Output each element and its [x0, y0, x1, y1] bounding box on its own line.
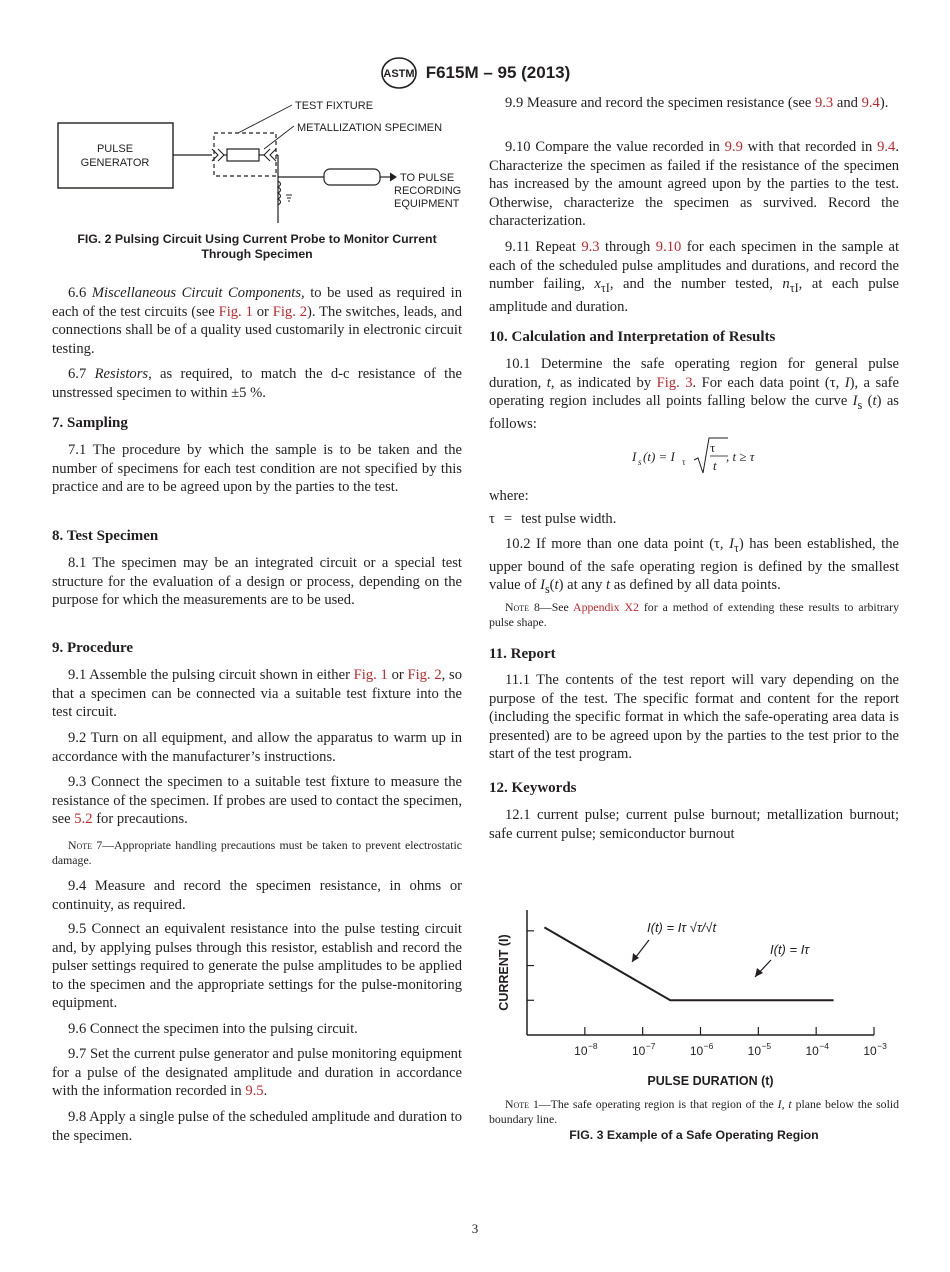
- to-pulse-label-1: TO PULSE: [400, 172, 455, 184]
- section-9-9-link[interactable]: 9.9: [724, 139, 743, 155]
- pulse-generator-label-2: GENERATOR: [80, 157, 150, 169]
- section-9-9: 9.9 Measure and record the specimen resistance (see 9.3 and 9.4).: [505, 95, 889, 111]
- section-9-5: 9.5 Connect an equivalent resistance into the pulse testing circuit and, by applying pulses through this resistor, establish and record the pulser settings required to generate the pulse amplitudes to be applied to the specimen and the appropriate settings for the pulse-monitoring equipment.: [52, 921, 462, 1012]
- to-pulse-label-2: RECORDING: [394, 185, 462, 197]
- note-7: Note 7—Appropriate handling precautions must be taken to prevent electrostatic damage.: [52, 838, 462, 867]
- section-9-11: 9.11 Repeat 9.3 through 9.10 for each specimen in the sample at each of the scheduled pulse amplitudes and durations, and record the number failing, $x_{\tau I}$, and the number tested, $n_{\tau I}$, at each pulse amplitude and duration.: [489, 239, 899, 315]
- test-fixture-label: TEST FIXTURE: [295, 100, 374, 112]
- fig3-link[interactable]: Fig. 3: [656, 374, 693, 391]
- section-12-1: 12.1 current pulse; current pulse burnout; metallization burnout; safe current pulse; semiconductor burnout: [489, 807, 899, 842]
- coax-cable: [324, 169, 380, 185]
- metallization-label: METALLIZATION SPECIMEN: [297, 122, 443, 134]
- x-tick-label: 10: [631, 1044, 646, 1058]
- heading-10-calculation: 10. Calculation and Interpretation of Results: [489, 329, 776, 345]
- x-tick-exponent: −8: [587, 1041, 598, 1051]
- section-7-1: 7.1 The procedure by which the sample is to be taken and the number of specimens for each test condition are not specified by this practice and are to be agreed upon by the parties to the test.: [52, 442, 462, 496]
- section-9-8: 9.8 Apply a single pulse of the scheduled amplitude and duration to the specimen.: [52, 1109, 462, 1144]
- annotation-sloped: I(t) = Iτ √τ/√t: [647, 920, 717, 935]
- note-8: Note 8—See Appendix X2 for a method of extending these results to arbitrary pulse shape.: [489, 600, 899, 629]
- fig2-circuit-diagram: [52, 95, 462, 230]
- section-9-1: 9.1 Assemble the pulsing circuit shown in either Fig. 1 or Fig. 2, so that a specimen can be connected via a suitable test fixture into the test circuit.: [52, 667, 462, 721]
- section-9-4-link[interactable]: 9.4: [877, 139, 896, 155]
- pulse-generator-label-1: PULSE: [96, 143, 134, 155]
- fig3-chart: [489, 900, 899, 1095]
- heading-9-procedure: 9. Procedure: [52, 640, 134, 656]
- heading-12-keywords: 12. Keywords: [489, 780, 577, 796]
- heading-8-test-specimen: 8. Test Specimen: [52, 528, 159, 544]
- heading-11-report: 11. Report: [489, 646, 556, 662]
- x-tick-label: 10: [863, 1044, 877, 1058]
- fig2-link[interactable]: Fig. 2: [272, 303, 308, 320]
- logo-text: ASTM: [383, 68, 415, 80]
- x-tick-label: 10: [747, 1044, 762, 1058]
- safe-region-equation: I s (t) = I τ τ t , t ≥ τ: [632, 436, 832, 476]
- fig3-note: Note 1—The safe operating region is that region of the I, t plane below the solid boundary line.: [489, 1097, 900, 1126]
- page-header: [0, 56, 950, 90]
- section-9-5-link[interactable]: 9.5: [245, 1083, 264, 1100]
- where-label: where:: [489, 488, 529, 504]
- page-number: 3: [471, 1221, 479, 1236]
- x-tick-label: 10: [689, 1044, 704, 1058]
- section-5-2-link[interactable]: 5.2: [74, 811, 93, 828]
- x-axis-label: PULSE DURATION (t): [647, 1074, 774, 1088]
- x-tick-exponent: −4: [819, 1041, 830, 1051]
- section-9-3-link[interactable]: 9.3: [814, 95, 834, 111]
- section-9-7: 9.7 Set the current pulse generator and pulse monitoring equipment for a pulse of the designated amplitude and duration in accordance with the information recorded in 9.5.: [52, 1046, 462, 1100]
- x-tick-label: 10: [805, 1044, 819, 1058]
- document-title: F615M – 95 (2013): [425, 63, 571, 82]
- fig2-caption: FIG. 2 Pulsing Circuit Using Current Probe to Monitor Current Through Specimen: [77, 232, 437, 261]
- astm-logo: [380, 56, 418, 90]
- appendix-x2-link[interactable]: Appendix X2: [573, 600, 639, 614]
- fig2-link[interactable]: Fig. 2: [407, 667, 442, 683]
- pulse-generator-box: [58, 123, 173, 188]
- section-9-3-link[interactable]: 9.3: [581, 239, 600, 255]
- fig1-link[interactable]: Fig. 1: [353, 667, 388, 683]
- section-9-4-link[interactable]: 9.4: [861, 95, 880, 111]
- section-9-2: 9.2 Turn on all equipment, and allow the apparatus to warm up in accordance with the manufacturer’s instructions.: [52, 730, 462, 765]
- to-pulse-label-3: EQUIPMENT: [394, 198, 460, 210]
- section-11-1: 11.1 The contents of the test report will vary depending on the purpose of the test. The specific format and content for the report (including the specific format in which the safe-operating area data is presented) are to be agreed upon by the parties to the test prior to the start of the test program.: [489, 672, 899, 763]
- x-tick-exponent: −6: [703, 1041, 714, 1051]
- section-8-1: 8.1 The specimen may be an integrated circuit or a special test structure for the evaluation of a design or process, depending on the purpose for which the measurements are to be used.: [52, 555, 462, 609]
- x-tick-exponent: −5: [761, 1041, 772, 1051]
- fig1-link[interactable]: Fig. 1: [218, 303, 253, 320]
- section-10-2: 10.2 If more than one data point (τ, $I_\tau$) has been established, the upper bound of the safe operating region is defined by the smallest value of $I_s(t)$ at any t as defined by all data points.: [489, 536, 900, 596]
- safe-boundary-line: [544, 927, 833, 1000]
- section-6-6: 6.6 Miscellaneous Circuit Components, to be used as required in each of the test circuits (see Fig. 1 or Fig. 2). The switches, leads, and connections shall be of a quality used customarily in electronic circuit testing.: [52, 285, 463, 357]
- tau-definition: τ = test pulse width.: [489, 511, 617, 527]
- section-9-4: 9.4 Measure and record the specimen resistance, in ohms or continuity, as required.: [52, 878, 462, 913]
- x-tick-exponent: −7: [645, 1041, 656, 1051]
- section-10-1: 10.1 Determine the safe operating region for general pulse duration, t, as indicated by Fig. 3. For each data point (τ, I), a safe operating region includes all points falling below the curve $I_s$ (t) as follows:: [489, 356, 900, 432]
- metallization-specimen: [227, 149, 259, 161]
- x-tick-exponent: −3: [877, 1041, 887, 1051]
- heading-7-sampling: 7. Sampling: [52, 415, 128, 431]
- section-9-3: 9.3 Connect the specimen to a suitable test fixture to measure the resistance of the specimen. If probes are used to contact the specimen, see 5.2 for precautions.: [52, 774, 462, 828]
- section-9-10: 9.10 Compare the value recorded in 9.9 with that recorded in 9.4. Characterize the specimen as failed if the resistance of the specimen has increased by the amount agreed upon by the parties to the test. Otherwise, characterize the specimen as survived. Record the characterization.: [489, 139, 900, 230]
- x-tick-label: 10: [574, 1044, 588, 1058]
- y-axis-label: CURRENT (I): [497, 934, 511, 1011]
- fig3-caption: FIG. 3 Example of a Safe Operating Region: [569, 1128, 819, 1142]
- section-6-7: 6.7 Resistors, as required, to match the d-c resistance of the unstressed specimen to within ±5 %.: [52, 366, 462, 401]
- section-9-6: 9.6 Connect the specimen into the pulsing circuit.: [68, 1021, 358, 1037]
- annotation-flat: I(t) = Iτ: [770, 942, 810, 957]
- section-9-10-link[interactable]: 9.10: [655, 239, 682, 255]
